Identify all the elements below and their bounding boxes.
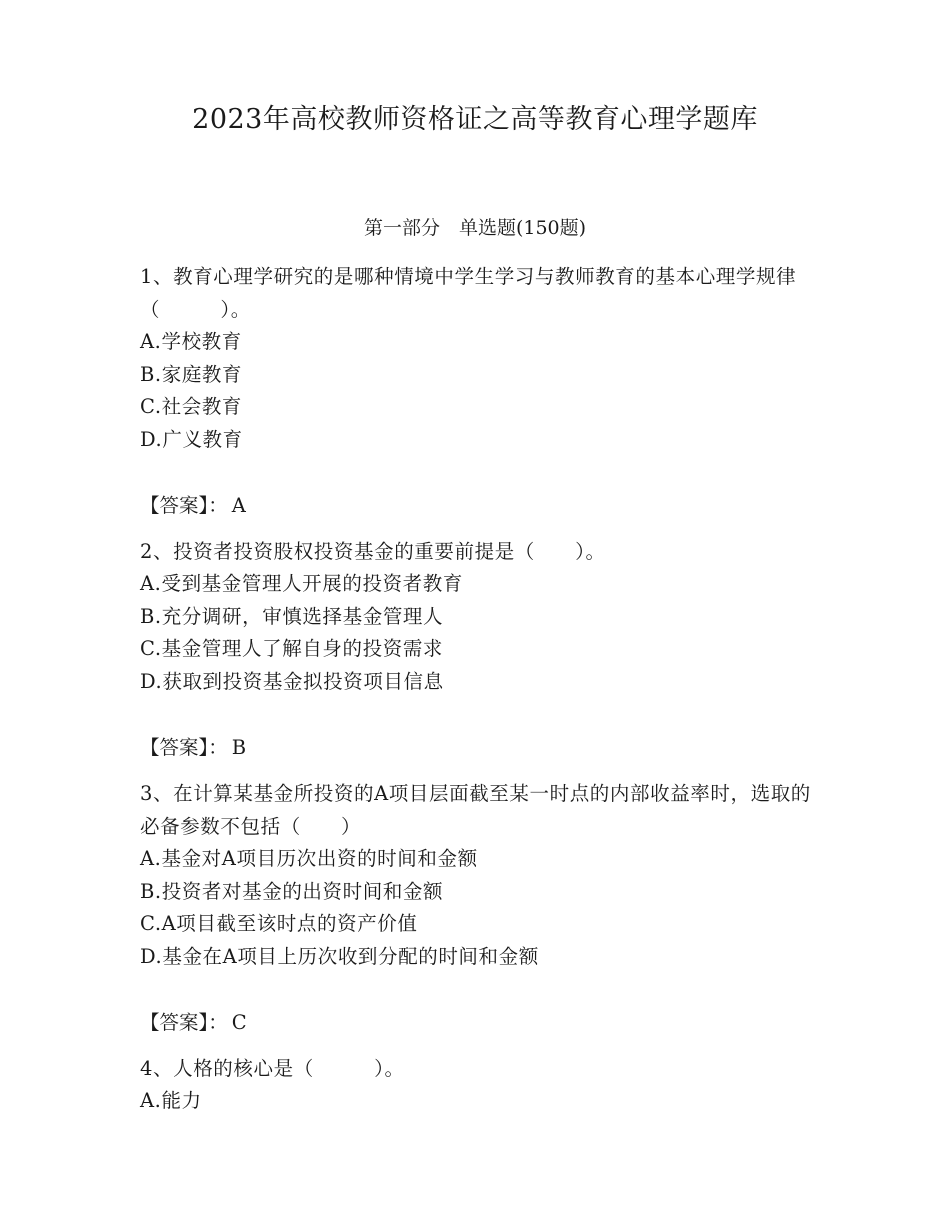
question-stem: 3、在计算某基金所投资的A项目层面截至某一时点的内部收益率时，选取的必备参数不包括（ ） — [140, 782, 811, 838]
answer-value: C — [231, 1011, 247, 1034]
option-a: A.学校教育 — [140, 330, 242, 353]
option-d: D.广义教育 — [140, 427, 243, 451]
answer-line — [140, 731, 820, 764]
answer-label: 【答案】： — [140, 1011, 228, 1034]
answer-value: B — [231, 736, 247, 759]
option-b: B.充分调研，审慎选择基金管理人 — [140, 604, 444, 628]
option-c: C.A项目截至该时点的资产价值 — [140, 912, 418, 935]
option-b: B.家庭教育 — [140, 362, 243, 386]
document-title: 2023年高校教师资格证之高等教育心理学题库 — [192, 104, 758, 135]
answer-label: 【答案】： — [140, 494, 228, 517]
question-stem: 4、人格的核心是（ ）。 — [140, 1057, 405, 1080]
option-b: B.投资者对基金的出资时间和金额 — [140, 879, 444, 903]
option-c: C.基金管理人了解自身的投资需求 — [140, 637, 444, 660]
answer-line — [140, 489, 820, 522]
question-4 — [140, 1052, 820, 1118]
answer-value: A — [231, 494, 246, 517]
option-a: A.受到基金管理人开展的投资者教育 — [140, 572, 463, 595]
section-title: 第一部分 单选题(150题) — [363, 217, 587, 239]
answer-line — [140, 1006, 820, 1039]
question-stem: 1、教育心理学研究的是哪种情境中学生学习与教师教育的基本心理学规律（ ）。 — [140, 265, 797, 321]
question-stem: 2、投资者投资股权投资基金的重要前提是（ ）。 — [140, 540, 606, 563]
question-list — [140, 260, 820, 1118]
option-d: D.获取到投资基金拟投资项目信息 — [140, 669, 444, 693]
question-2 — [140, 535, 820, 764]
question-1 — [140, 260, 820, 522]
option-a: A.基金对A项目历次出资的时间和金额 — [140, 847, 478, 870]
option-a: A.能力 — [140, 1089, 202, 1112]
question-3 — [140, 777, 820, 1039]
answer-label: 【答案】： — [140, 736, 228, 759]
option-c: C.社会教育 — [140, 395, 243, 418]
option-d: D.基金在A项目上历次收到分配的时间和金额 — [140, 944, 539, 968]
